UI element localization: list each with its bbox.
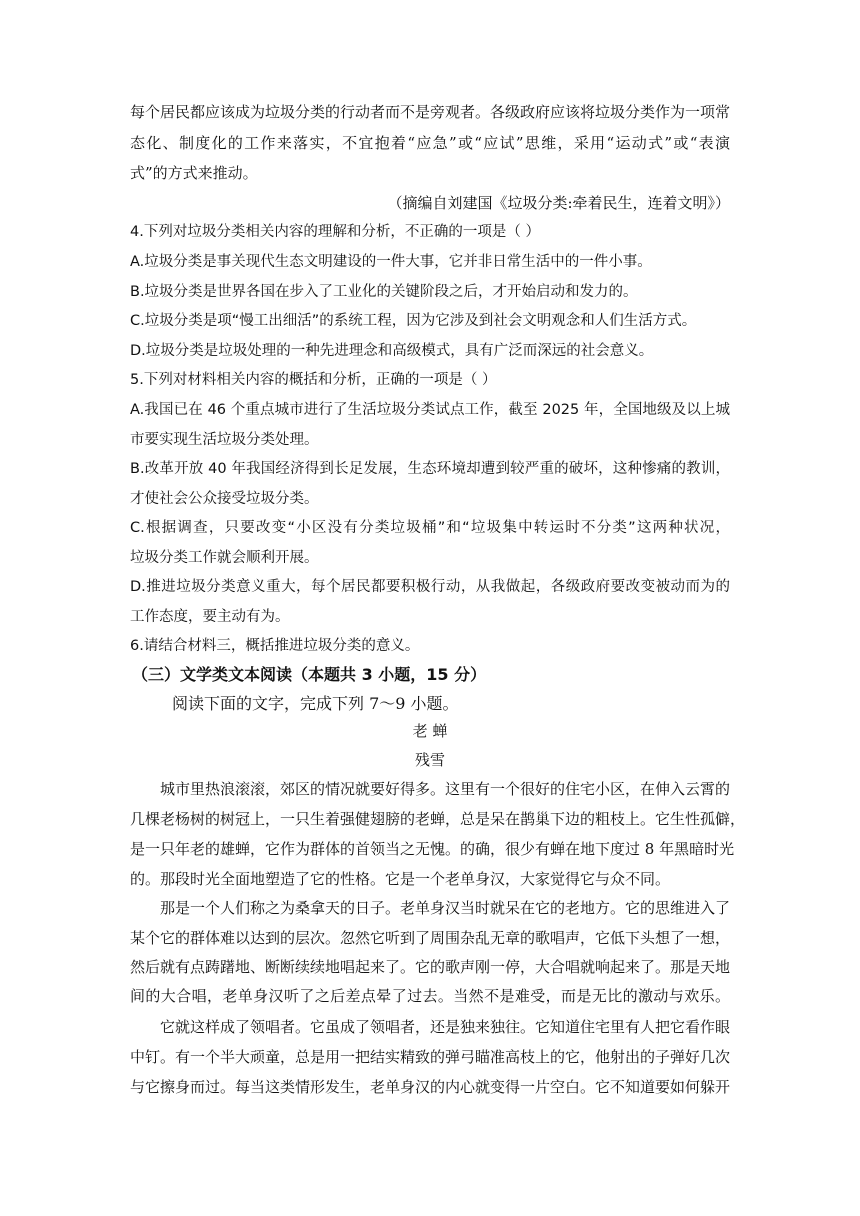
story-p2-line1: 那是一个人们称之为桑拿天的日子。老单身汉当时就呆在它的老地方。它的思维进入了: [160, 899, 731, 917]
section-instruction: 阅读下面的文字，完成下列 7～9 小题。: [172, 694, 459, 713]
q4-option-a: A.垃圾分类是事关现代生态文明建设的一件大事，它并非日常生活中的一件小事。: [130, 254, 652, 270]
story-p1-line2: 几棵老杨树的树冠上，一只生着强健翅膀的老蝉，总是呆在鹊巢下边的粗枝上。它生性孤僻，: [130, 810, 746, 828]
story-author: 残雪: [414, 751, 445, 769]
material-line-1: 每个居民都应该成为垃圾分类的行动者而不是旁观者。各级政府应该将垃圾分类作为一项常: [130, 103, 731, 121]
story-title: 老 蝉: [412, 722, 448, 740]
story-p1-line4: 的。那段时光全面地塑造了它的性格。它是一个老单身汉，大家觉得它与众不同。: [130, 870, 671, 888]
q5-stem: 5.下列对材料相关内容的概括和分析，正确的一项是（ ）: [130, 372, 497, 388]
section-heading: （三）文学类文本阅读（本题共 3 小题，15 分）: [132, 665, 487, 684]
q5-option-c-line1: C.根据调查，只要改变“小区没有分类垃圾桶”和“垃圾集中转运时不分类”这两种状况，: [130, 520, 730, 536]
story-p1-line3: 是一只年老的雄蝉，它作为群体的首领当之无愧。的确，很少有蝉在地下度过 8 年黑暗时光: [130, 840, 735, 858]
story-p3-line1: 它就这样成了领唱者。它虽成了领唱者，还是独来独往。它知道住宅里有人把它看作眼: [160, 1018, 731, 1036]
story-p2-line3: 然后就有点踌躇地、断断续续地唱起来了。它的歌声刚一停，大合唱就响起来了。那是天地: [130, 958, 731, 976]
q5-option-a-line2: 市要实现生活垃圾分类处理。: [130, 432, 319, 448]
q5-option-d-line2: 工作态度，要主动有为。: [130, 609, 290, 625]
q5-option-b-line2: 才使社会公众接受垃圾分类。: [130, 491, 319, 507]
story-p3-line3: 与它擦身而过。每当这类情形发生，老单身汉的内心就变得一片空白。它不知道要如何躲开: [130, 1078, 731, 1096]
q6-stem: 6.请结合材料三，概括推进垃圾分类的意义。: [130, 638, 420, 654]
material-line-3: 式”的方式来推动。: [130, 164, 258, 182]
story-p2-line2: 某个它的群体难以达到的层次。忽然它听到了周围杂乱无章的歌唱声，它低下头想了一想，: [130, 929, 731, 947]
story-p3-line2: 中钉。有一个半大顽童，总是用一把结实精致的弹弓瞄准高枝上的它，他射出的子弹好几次: [130, 1048, 731, 1066]
q4-option-b: B.垃圾分类是世界各国在步入了工业化的关键阶段之后，才开始启动和发力的。: [130, 284, 638, 300]
story-p2-line4: 间的大合唱，老单身汉听了之后差点晕了过去。当然不是难受，而是无比的激动与欢乐。: [130, 987, 730, 1005]
material-line-2: 态化、制度化的工作来落实，不宜抱着“应急”或“应试”思维，采用“运动式”或“表演: [130, 134, 730, 152]
q5-option-a-line1: A.我国已在 46 个重点城市进行了生活垃圾分类试点工作，截至 2025 年，全国地级及以上城: [130, 402, 730, 418]
material-source: （摘编自刘建国《垃圾分类:牵着民生，连着文明》）: [387, 194, 730, 212]
q5-option-d-line1: D.推进垃圾分类意义重大，每个居民都要积极行动，从我做起，各级政府要改变被动而为的: [130, 579, 730, 595]
q4-stem: 4.下列对垃圾分类相关内容的理解和分析，不正确的一项是（ ）: [130, 224, 540, 240]
story-p1-line1: 城市里热浪滚滚，郊区的情况就要好得多。这里有一个很好的住宅小区，在伸入云霄的: [160, 780, 731, 798]
q4-option-c: C.垃圾分类是项“慢工出细活”的系统工程，因为它涉及到社会文明观念和人们生活方式。: [130, 313, 697, 329]
q5-option-b-line1: B.改革开放 40 年我国经济得到长足发展，生态环境却遭到较严重的破坏，这种惨痛的教训，: [130, 461, 730, 477]
q5-option-c-line2: 垃圾分类工作就会顺利开展。: [130, 550, 319, 566]
q4-option-d: D.垃圾分类是垃圾处理的一种先进理念和高级模式，具有广泛而深远的社会意义。: [130, 343, 654, 359]
